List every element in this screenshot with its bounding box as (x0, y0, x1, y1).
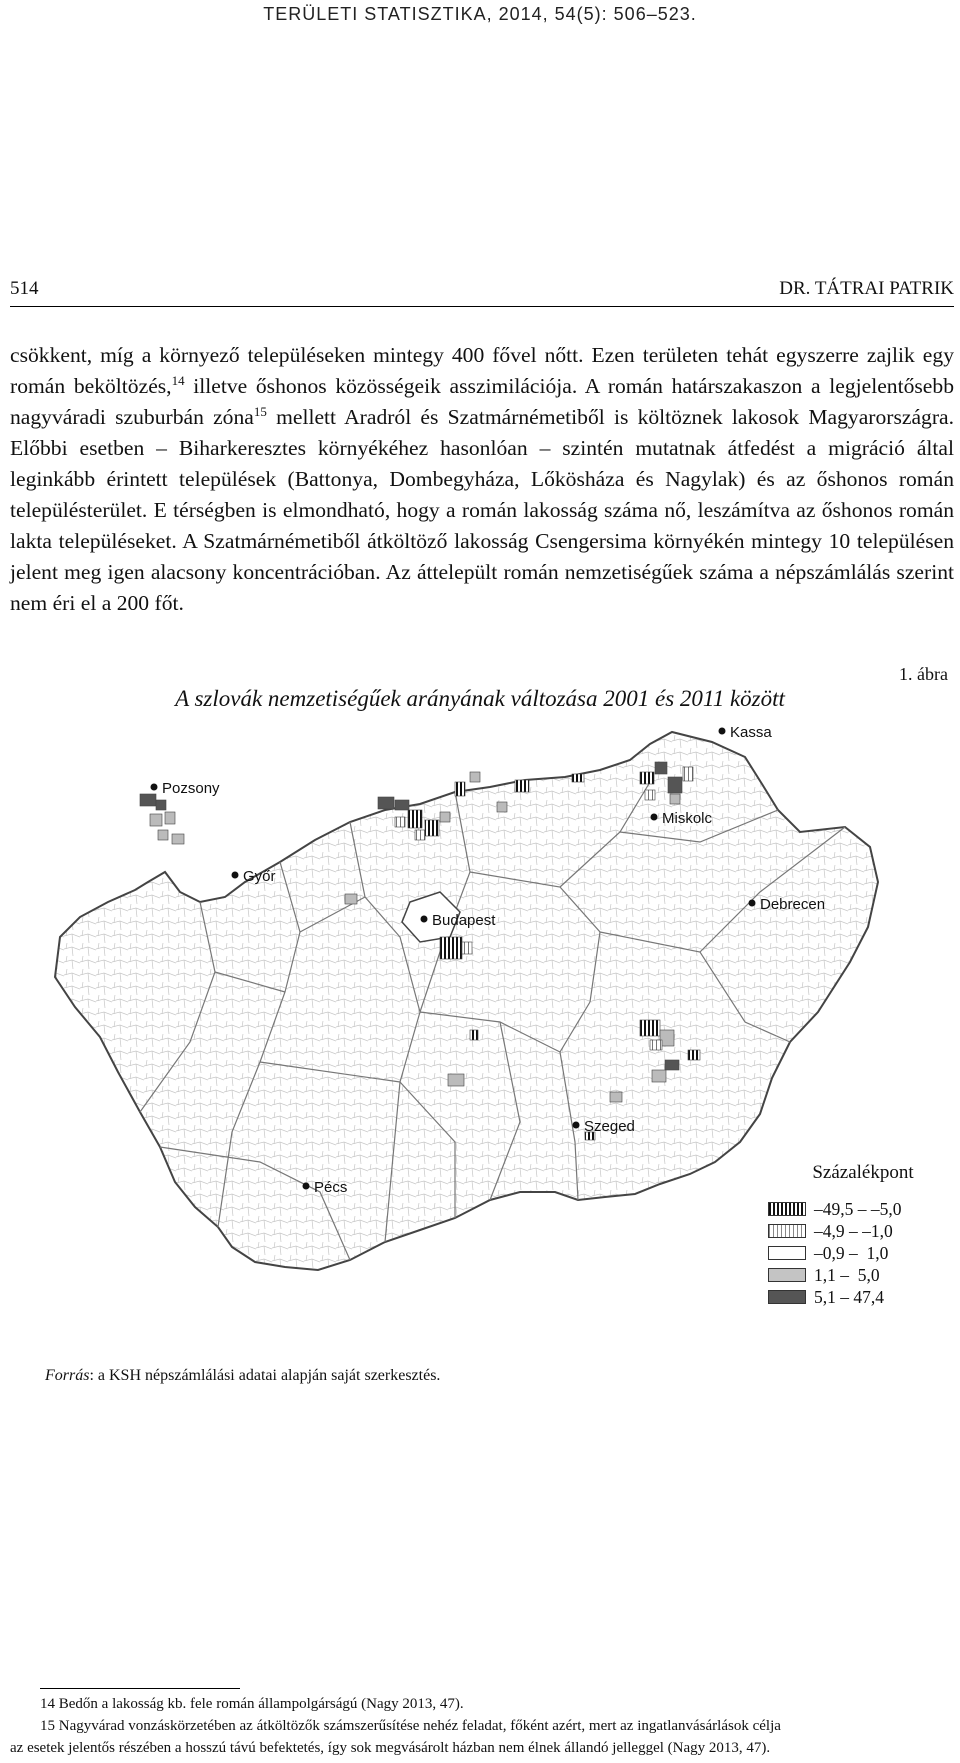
figure-title: A szlovák nemzetiségűek arányának változása 2001 és 2011 között (175, 686, 785, 711)
svg-text:Kassa: Kassa (730, 724, 772, 741)
country-outline (55, 732, 878, 1270)
legend-item (768, 1242, 958, 1264)
legend-label: –4,9 – –1,0 (814, 1220, 893, 1241)
paragraph-text-3: mellett Aradról és Szatmárnémetiből is költöznek lakosok Magyarországra. Előbbi esetben – Biharkeresztes környékéhez hasonlóan – szintén mutatnak átfedést a migráció által leginkább érintett települések (Battonya, Dombegyháza, Lőkösháza és Nagylak) és az őshonos román településterület. E térségben is elmondható, hogy a román lakosság száma nő, leszámítva az őshonos román lakta településeket. A Szatmárnémetiből átköltöző lakosság Csengersima környékén mintegy 10 településen jelent meg igen alacsony koncentrációban. Az áttelepült román nemzetiségűek száma a népszámlálás szerint nem éri el a 200 főt. (10, 405, 955, 615)
legend-swatch-dense-stripes (768, 1202, 806, 1216)
journal-header: TERÜLETI STATISZTIKA, 2014, 54(5): 506–523. (263, 4, 697, 24)
page-number: 514 (10, 278, 39, 299)
svg-text:Pécs: Pécs (314, 1179, 348, 1196)
footnote-rule (40, 1688, 240, 1689)
legend-label: 5,1 – 47,4 (814, 1286, 884, 1307)
footnote-15-line-1: 15 Nagyvárad vonzáskörzetében az átköltözők számszerűsítése nehéz feladat, főként azért, mert az ingatlanvásárlások célja (40, 1718, 781, 1734)
city-pozsony (151, 780, 221, 797)
figure-source (45, 1367, 440, 1385)
legend-swatch-darkgray (768, 1290, 806, 1304)
city-kassa (719, 724, 773, 741)
legend-item (768, 1220, 958, 1242)
svg-text:Miskolc: Miskolc (662, 810, 713, 827)
legend-swatch-light-stripes (768, 1224, 806, 1238)
legend-swatch-white (768, 1246, 806, 1260)
legend-label: –49,5 – –5,0 (814, 1198, 902, 1219)
legend-label: 1,1 – 5,0 (814, 1264, 880, 1285)
svg-text:Győr: Győr (243, 868, 276, 885)
legend-item (768, 1198, 958, 1220)
city-gyor (232, 868, 276, 885)
body-paragraph (10, 340, 954, 619)
footnote-ref-15[interactable]: 15 (253, 403, 267, 419)
footnote-14: 14 Bedőn a lakosság kb. fele román állampolgárságú (Nagy 2013, 47). (40, 1696, 464, 1712)
figure-number: 1. ábra (899, 664, 948, 684)
svg-text:Debrecen: Debrecen (760, 896, 826, 913)
city-budapest (421, 912, 497, 929)
author-name: DR. TÁTRAI PATRIK (779, 278, 954, 299)
svg-text:Pozsony: Pozsony (162, 780, 220, 797)
paragraph-text-1: csökkent, míg a környező településeken mintegy 400 fővel nőtt. Ezen területen tehát egyszerre zajlik egy román beköltözés, (10, 343, 954, 398)
legend-title: Százalékpont (812, 1162, 914, 1183)
legend-swatch-lightgray (768, 1268, 806, 1282)
city-debrecen (749, 896, 826, 913)
svg-text:Szeged: Szeged (584, 1118, 635, 1135)
footnote-15-line-2: az esetek jelentős részében a hosszú távú befektetés, így sok megvásárolt házban nem élnek állandó jelleggel (Nagy 2013, 47). (10, 1740, 771, 1756)
legend-label: –0,9 – 1,0 (814, 1242, 889, 1263)
running-header (10, 278, 954, 307)
svg-text:Budapest: Budapest (432, 912, 496, 929)
legend-item (768, 1264, 958, 1286)
footnote-ref-14[interactable]: 14 (171, 372, 185, 388)
source-text: : a KSH népszámlálási adatai alapján saját szerkesztés. (89, 1367, 441, 1384)
source-label: Forrás (45, 1367, 90, 1384)
map-legend (768, 1162, 958, 1308)
legend-item (768, 1286, 958, 1308)
paragraph-text-2: illetve őshonos közösségeik asszimilációja. A román határszakaszon a legjelentősebb nagyváradi szuburbán zóna (10, 374, 954, 429)
